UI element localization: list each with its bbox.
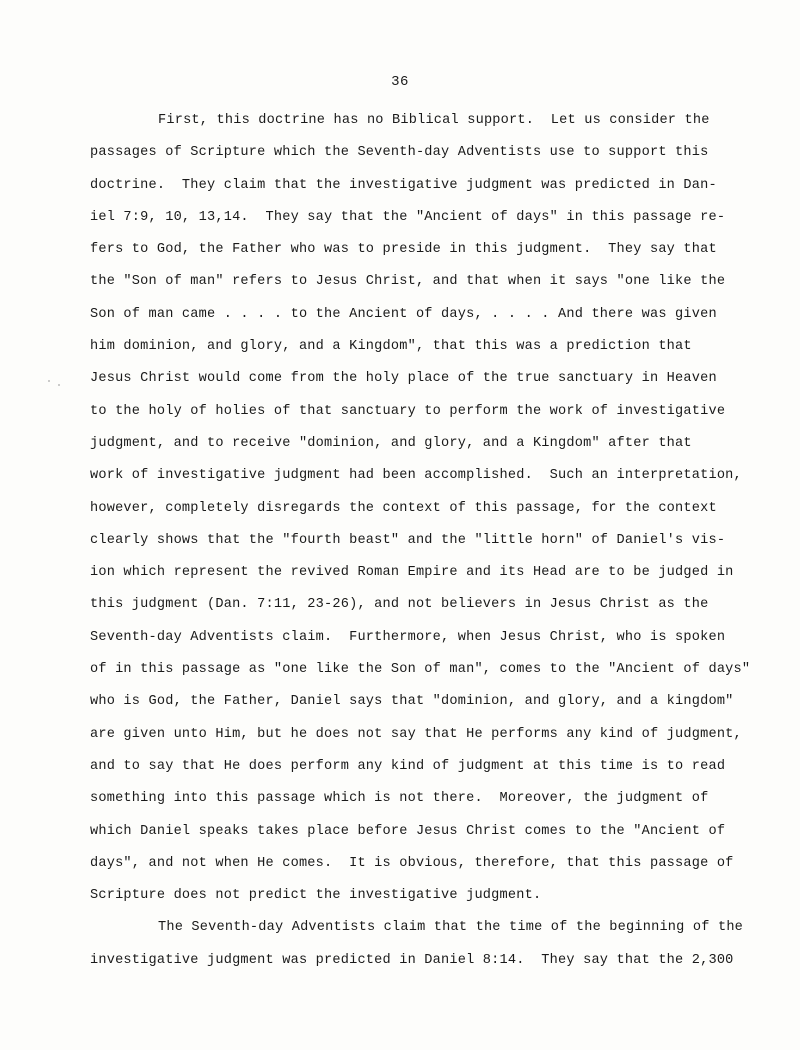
paragraph-line: and to say that He does perform any kind of judgment at this time is to read bbox=[90, 758, 726, 774]
paragraph-line: The Seventh-day Adventists claim that the time of the beginning of the bbox=[158, 920, 744, 936]
paragraph-line: however, completely disregards the context of this passage, for the context bbox=[90, 500, 717, 516]
paragraph-line: him dominion, and glory, and a Kingdom", that this was a prediction that bbox=[90, 339, 692, 355]
page-number: 36 bbox=[391, 74, 409, 90]
paragraph-line: which Daniel speaks takes place before Jesus Christ comes to the "Ancient of bbox=[90, 823, 726, 839]
paragraph-line: this judgment (Dan. 7:11, 23-26), and not believers in Jesus Christ as the bbox=[90, 597, 709, 613]
paragraph-line: passages of Scripture which the Seventh-day Adventists use to support this bbox=[90, 145, 709, 161]
paragraph-line: iel 7:9, 10, 13,14. They say that the "Ancient of days" in this passage re- bbox=[90, 209, 726, 225]
paragraph-line: to the holy of holies of that sanctuary to perform the work of investigative bbox=[90, 403, 726, 419]
paragraph-line: fers to God, the Father who was to preside in this judgment. They say that bbox=[90, 242, 717, 258]
paragraph-line: the "Son of man" refers to Jesus Christ, and that when it says "one like the bbox=[90, 274, 726, 290]
paragraph-line: clearly shows that the "fourth beast" and the "little horn" of Daniel's vis- bbox=[90, 532, 726, 548]
scan-speck bbox=[58, 384, 60, 386]
paragraph-line: work of investigative judgment had been accomplished. Such an interpretation, bbox=[90, 468, 742, 484]
paragraph-line: Son of man came . . . . to the Ancient of days, . . . . And there was given bbox=[90, 306, 717, 322]
paragraph-line: ion which represent the revived Roman Empire and its Head are to be judged in bbox=[90, 565, 734, 581]
paragraph-line: judgment, and to receive "dominion, and glory, and a Kingdom" after that bbox=[90, 435, 692, 451]
paragraph-line: days", and not when He comes. It is obvious, therefore, that this passage of bbox=[90, 855, 734, 871]
paragraph-line: are given unto Him, but he does not say that He performs any kind of judgment, bbox=[90, 726, 742, 742]
scan-speck bbox=[48, 380, 50, 382]
paragraph-line: who is God, the Father, Daniel says that "dominion, and glory, and a kingdom" bbox=[90, 694, 734, 710]
paragraph-line: something into this passage which is not there. Moreover, the judgment of bbox=[90, 791, 709, 807]
paragraph-line: investigative judgment was predicted in Daniel 8:14. They say that the 2,300 bbox=[90, 952, 734, 968]
paragraph-line: of in this passage as "one like the Son of man", comes to the "Ancient of days" bbox=[90, 662, 751, 678]
paragraph-line: First, this doctrine has no Biblical support. Let us consider the bbox=[158, 113, 710, 128]
paragraph-line: Jesus Christ would come from the holy place of the true sanctuary in Heaven bbox=[90, 371, 717, 387]
paragraph-line: doctrine. They claim that the investigative judgment was predicted in Dan- bbox=[90, 177, 717, 193]
paragraph-line: Seventh-day Adventists claim. Furthermore, when Jesus Christ, who is spoken bbox=[90, 629, 726, 645]
paragraph-line: Scripture does not predict the investigative judgment. bbox=[90, 888, 542, 904]
body-text bbox=[90, 105, 751, 977]
